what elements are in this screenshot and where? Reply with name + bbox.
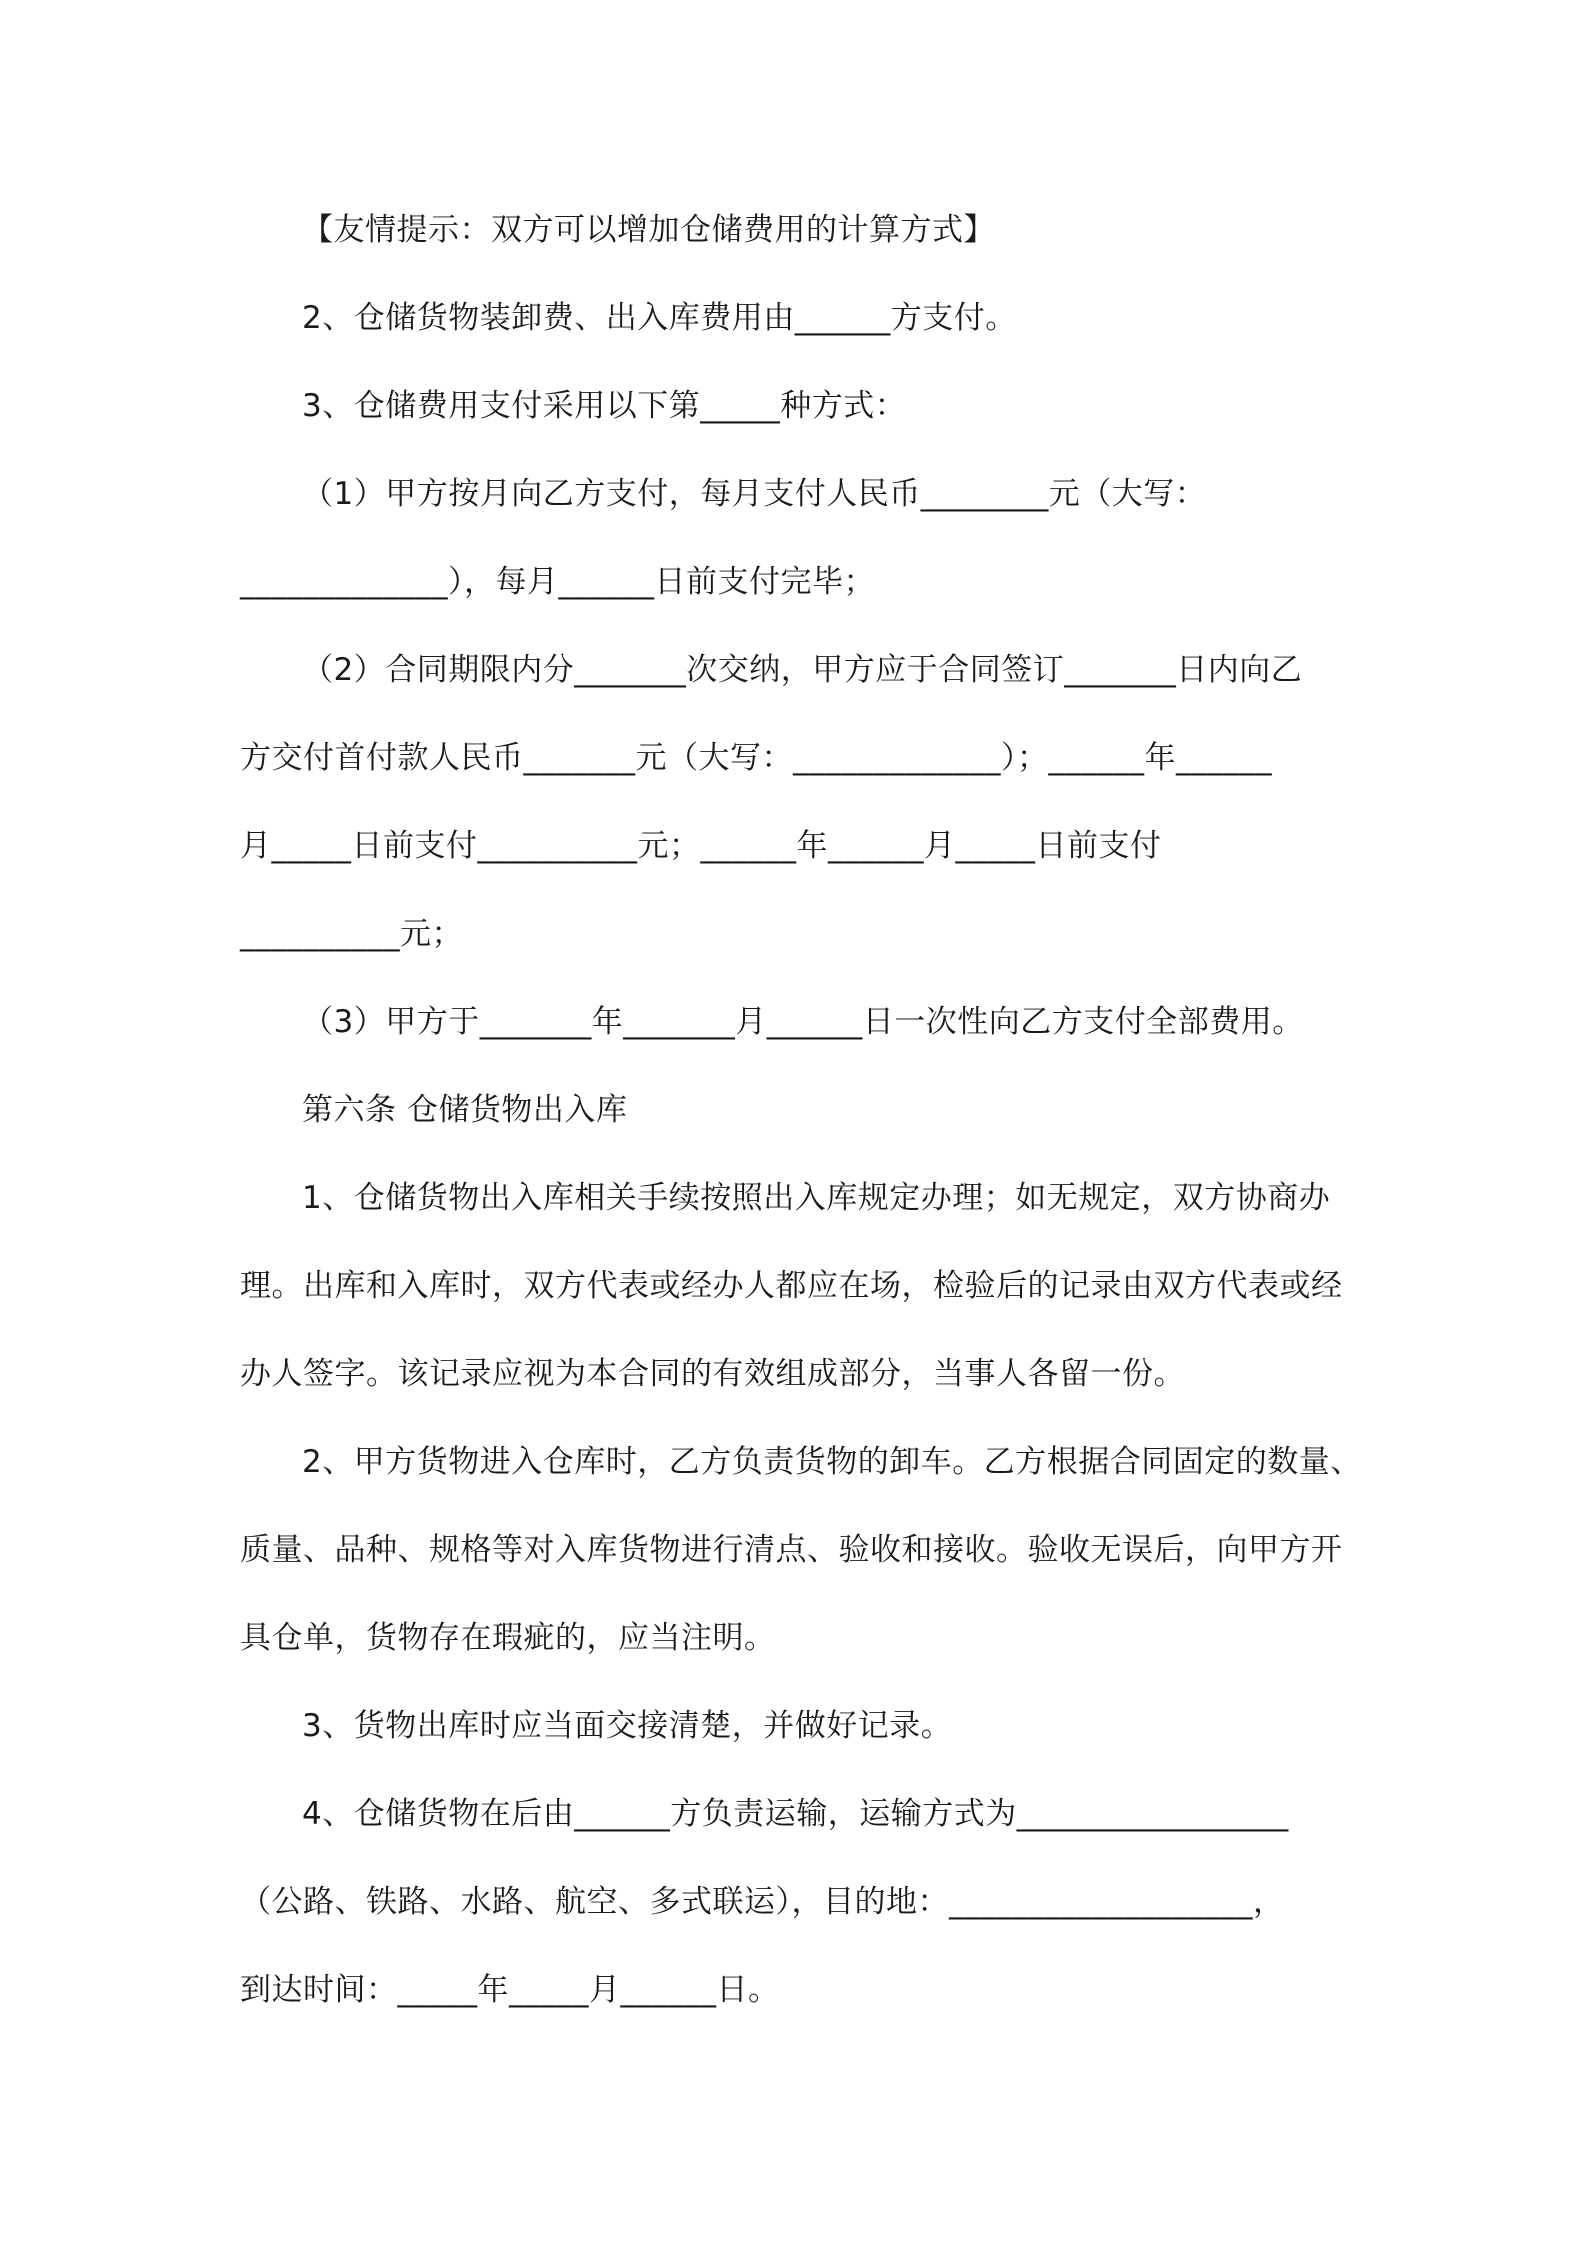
friendly-tip: 【友情提示：双方可以增加仓储费用的计算方式】 [302, 212, 995, 248]
article-6-heading: 第六条 仓储货物出入库 [302, 1092, 628, 1128]
payment-option-2-line-2: 方交付首付款人民币_______元（大写：_____________）；______年______ [240, 740, 1272, 776]
article-6-item-4-line-2: （公路、铁路、水路、航空、多式联运），目的地：___________________， [240, 1884, 1285, 1920]
article-6-item-2-line-2: 质量、品种、规格等对入库货物进行清点、验收和接收。验收无误后，向甲方开 [240, 1532, 1343, 1568]
payment-option-2-line-1: （2）合同期限内分_______次交纳，甲方应于合同签订_______日内向乙 [302, 652, 1303, 688]
article-6-item-4-line-3: 到达时间：_____年_____月______日。 [240, 1972, 780, 2008]
payment-option-1-line-1: （1）甲方按月向乙方支付，每月支付人民币________元（大写： [302, 476, 1207, 512]
payment-option-2-line-4: __________元； [240, 916, 463, 952]
clause-5-item-3: 3、仓储费用支付采用以下第_____种方式： [302, 388, 907, 424]
payment-option-1-line-2: _____________），每月______日前支付完毕； [240, 564, 875, 600]
article-6-item-1-line-2: 理。出库和入库时，双方代表或经办人都应在场，检验后的记录由双方代表或经 [240, 1268, 1343, 1304]
article-6-item-2-line-1: 2、甲方货物进入仓库时，乙方负责货物的卸车。乙方根据合同固定的数量、 [302, 1444, 1362, 1480]
clause-5-item-2: 2、仓储货物装卸费、出入库费用由______方支付。 [302, 300, 1017, 336]
article-6-item-2-line-3: 具仓单，货物存在瑕疵的，应当注明。 [240, 1620, 776, 1656]
article-6-item-1-line-1: 1、仓储货物出入库相关手续按照出入库规定办理；如无规定，双方协商办 [302, 1180, 1331, 1216]
article-6-item-4-line-1: 4、仓储货物在后由______方负责运输，运输方式为_________________ [302, 1796, 1289, 1832]
payment-option-2-line-3: 月_____日前支付__________元；______年______月_____日前支付 [240, 828, 1162, 864]
payment-option-3: （3）甲方于_______年_______月______日一次性向乙方支付全部费用。 [302, 1004, 1304, 1040]
article-6-item-1-line-3: 办人签字。该记录应视为本合同的有效组成部分，当事人各留一份。 [240, 1356, 1185, 1392]
article-6-item-3: 3、货物出库时应当面交接清楚，并做好记录。 [302, 1708, 953, 1744]
